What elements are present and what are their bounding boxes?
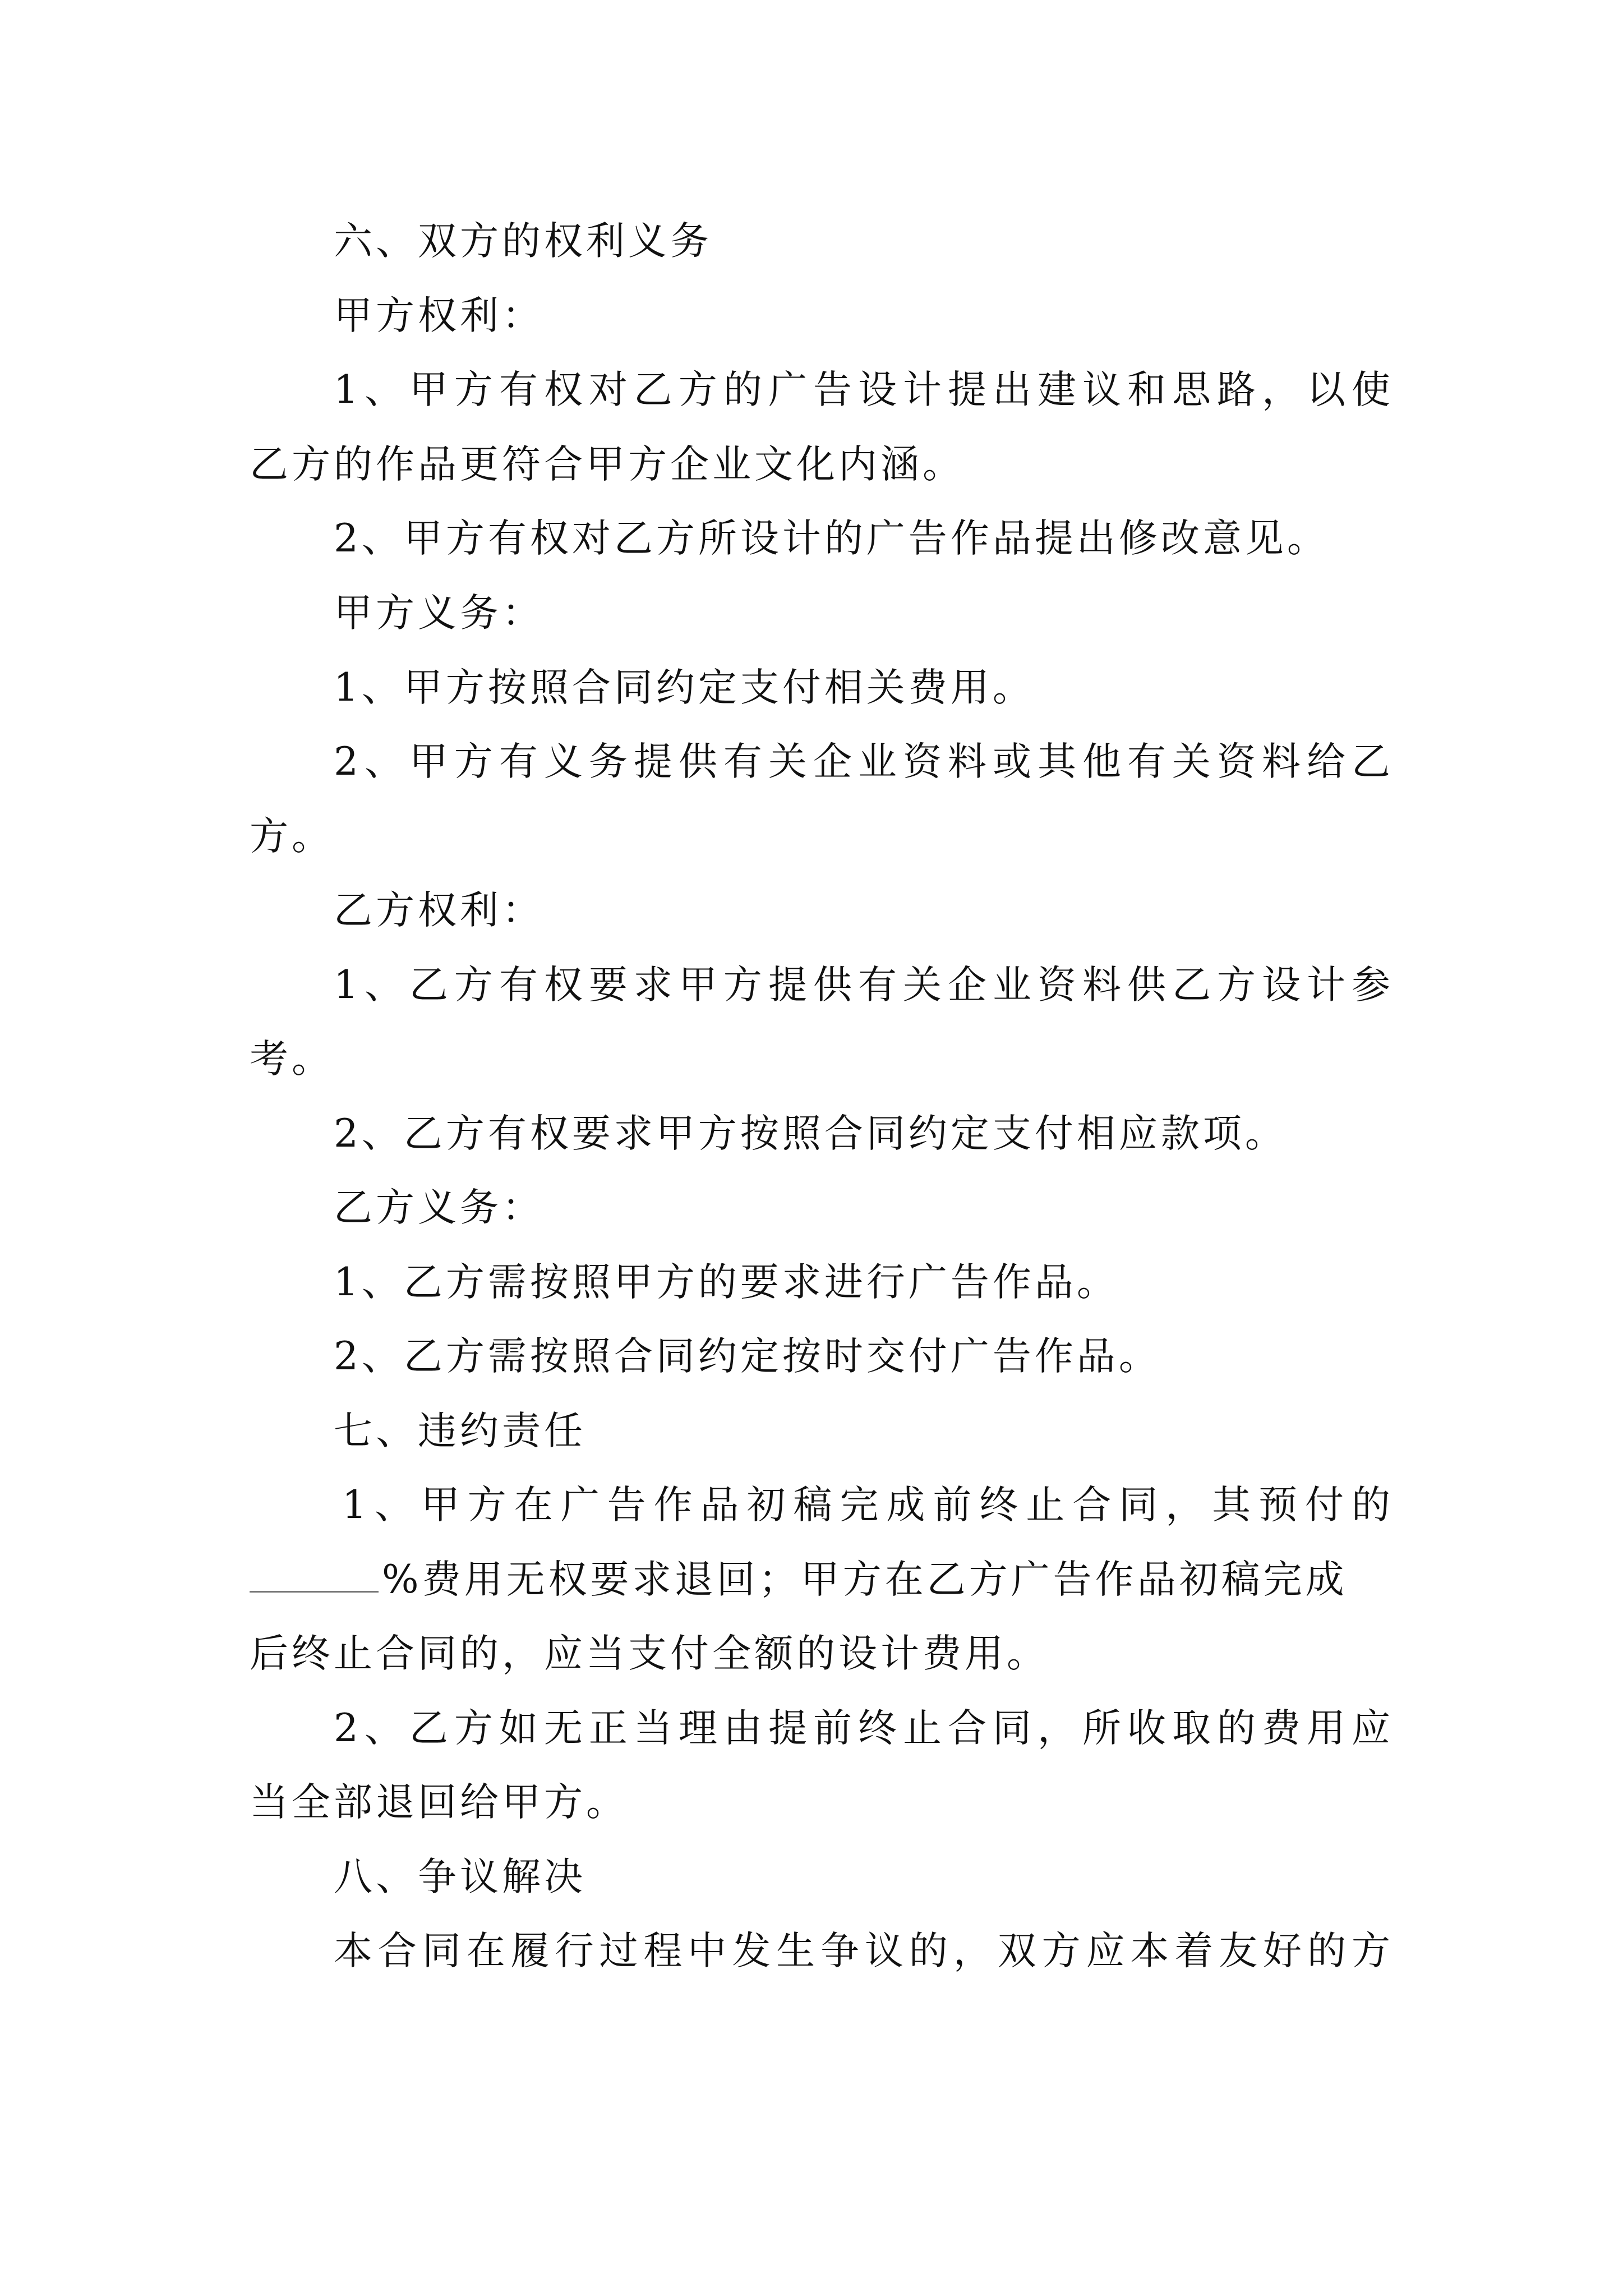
paragraph-line: 1、甲方按照合同约定支付相关费用。 xyxy=(334,665,1035,710)
party-b-obligations-heading: 乙方义务： xyxy=(334,1185,544,1230)
paragraph-line: 乙方的作品更符合甲方企业文化内涵。 xyxy=(250,442,965,487)
paragraph-line: 考。 xyxy=(250,1037,334,1082)
section-heading-breach-liability: 七、违约责任 xyxy=(334,1409,586,1453)
paragraph-line: 1、甲方有权对乙方的广告设计提出建议和思路，以使 xyxy=(334,367,1394,412)
paragraph-line: 1、乙方有权要求甲方提供有关企业资料供乙方设计参 xyxy=(334,963,1394,1007)
paragraph-line: 2、乙方需按照合同约定按时交付广告作品。 xyxy=(334,1334,1161,1379)
paragraph-line: 本合同在履行过程中发生争议的，双方应本着友好的方 xyxy=(334,1929,1394,1973)
section-heading-dispute-resolution: 八、争议解决 xyxy=(334,1855,586,1899)
paragraph-line: 2、甲方有义务提供有关企业资料或其他有关资料给乙 xyxy=(334,739,1394,784)
paragraph-line: 1、甲方在广告作品初稿完成前终止合同，其预付的 xyxy=(342,1483,1394,1527)
paragraph-line: 后终止合同的，应当支付全额的设计费用。 xyxy=(250,1631,1049,1676)
paragraph-line-with-blank xyxy=(250,1554,1394,1605)
party-b-rights-heading: 乙方权利： xyxy=(334,888,544,933)
paragraph-line: 1、乙方需按照甲方的要求进行广告作品。 xyxy=(334,1260,1119,1305)
fill-in-blank xyxy=(250,1556,379,1593)
paragraph-text: %费用无权要求退回；甲方在乙方广告作品初稿完成 xyxy=(382,1557,1348,1602)
paragraph-line: 2、甲方有权对乙方所设计的广告作品提出修改意见。 xyxy=(334,516,1329,561)
party-a-obligations-heading: 甲方义务： xyxy=(334,591,544,636)
section-heading-rights-obligations: 六、双方的权利义务 xyxy=(334,219,712,264)
paragraph-line: 当全部退回给甲方。 xyxy=(250,1780,628,1825)
paragraph-line: 2、乙方如无正当理由提前终止合同，所收取的费用应 xyxy=(334,1706,1394,1751)
paragraph-line: 2、乙方有权要求甲方按照合同约定支付相应款项。 xyxy=(334,1111,1287,1156)
party-a-rights-heading: 甲方权利： xyxy=(334,293,544,338)
paragraph-line: 方。 xyxy=(250,814,334,859)
